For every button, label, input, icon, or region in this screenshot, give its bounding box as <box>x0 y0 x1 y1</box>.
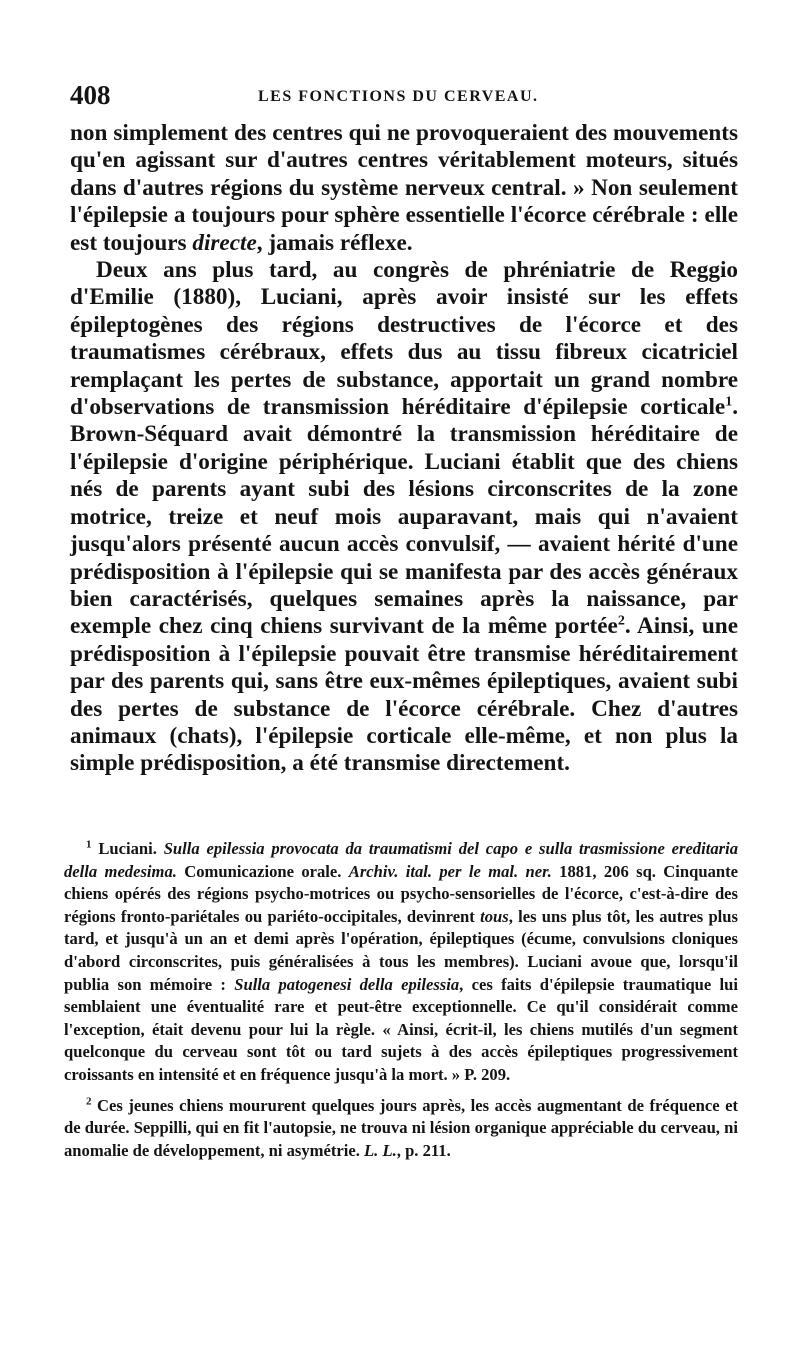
italic-run: Sulla epilessia provocata da traumatismi del capo e sulla trasmissione ereditaria della medesima. <box>64 839 738 881</box>
page-number: 408 <box>70 80 111 110</box>
text-run: , p. 211. <box>396 1140 451 1160</box>
italic-run: Sulla patogenesi della epilessia <box>234 974 460 994</box>
footnote-ref-2: 2 <box>617 613 625 629</box>
italic-run: directe <box>192 229 257 256</box>
footnote-1 <box>64 838 738 1087</box>
text-run: Comunicazione orale. <box>176 861 349 881</box>
italic-run: L. L. <box>364 1140 397 1160</box>
footnote-ref-1: 1 <box>725 394 733 410</box>
text-run: 1881, 206 sq. Cinquante chiens opérés des régions psycho-motrices ou psycho-sensorielles de l'écorce, c'est-à-dire des régions fronto-pariétales ou pariéto-occipitales, devinrent <box>64 861 739 926</box>
footnote-mark: 1 <box>86 838 92 851</box>
main-text <box>70 120 738 778</box>
italic-run: tous <box>480 906 509 926</box>
text-run: . Ainsi, une prédisposition à l'épilepsie pouvait être transmise héréditairement par des parents qui, sans être eux-mêmes épileptiques, avaient subi des pertes de substance de l'écorce cérébrale. Chez d'autres animaux (chats), l'épilepsie corticale elle-même, et non plus la simple prédisposition, a été transmise directement. <box>70 613 738 777</box>
paragraph-1 <box>70 120 738 257</box>
text-run: Luciani. <box>98 839 164 858</box>
page-header <box>70 80 738 112</box>
text-run: Ces jeunes chiens moururent quelques jours après, les accès augmentant de fréquence et de durée. Seppilli, qui en fit l'autopsie, ne trouva ni lésion organique appréciable du cerveau, ni anomalie de développement, ni asymétrie. <box>64 1095 738 1160</box>
text-run: , ces faits d'épilepsie traumatique lui semblaient une éventualité rare et peut-être exceptionnelle. Ce qu'il considérait comme l'exception, était devenu pour lui la règle. « Ainsi, écrit-il, les chiens mutilés d'un segment quelconque du cerveau sont tôt ou tard sujets à des accès épileptiques progressivement croissants en intensité et en fréquence jusqu'à la mort. » P. 209. <box>64 974 739 1084</box>
text-run: , jamais réflexe. <box>256 229 413 256</box>
text-run: . Brown-Séquard avait démontré la transmission héréditaire de l'épilepsie d'origine périphérique. Luciani établit que des chiens nés de parents ayant subi des lésions circonscrites de la zone motrice, treize et neuf mois auparavant, mais qui n'avaient jusqu'alors présenté aucun accès convulsif, — avaient hérité d'une prédisposition à l'épilepsie qui se manifesta par des accès généraux bien caractérisés, quelques semaines après la naissance, par exemple chez cinq chiens survivant de la même portée <box>70 394 738 640</box>
paragraph-2 <box>70 257 738 778</box>
italic-run: Archiv. ital. per le mal. ner. <box>348 861 552 881</box>
text-run: non simplement des centres qui ne provoqueraient des mouvements qu'en agissant sur d'autres centres véritablement moteurs, situés dans d'autres régions du système nerveux central. » Non seulement l'épilepsie a toujours pour sphère essentielle l'écorce cérébrale : elle est toujours <box>70 120 738 256</box>
text-run: , les uns plus tôt, les autres plus tard, et jusqu'à un an et demi après l'opération, épileptiques (écume, convulsions cloniques d'abord circonscrites, puis généralisées à tous les membres). Luciani avoue que, lorsqu'il publia son mémoire : <box>64 906 738 994</box>
footnote-2 <box>64 1095 738 1163</box>
running-title: LES FONCTIONS DU CERVEAU. <box>258 88 539 105</box>
footnote-mark: 2 <box>86 1095 92 1107</box>
text-run: Deux ans plus tard, au congrès de phréniatrie de Reggio d'Emilie (1880), Luciani, après avoir insisté sur les effets épileptogènes des régions destructives de l'écorce et des traumatismes cérébraux, effets dus au tissu fibreux cicatriciel remplaçant les pertes de substance, apportait un grand nombre d'observations de transmission héréditaire d'épilepsie corticale <box>70 257 738 421</box>
footnotes <box>64 838 738 1170</box>
